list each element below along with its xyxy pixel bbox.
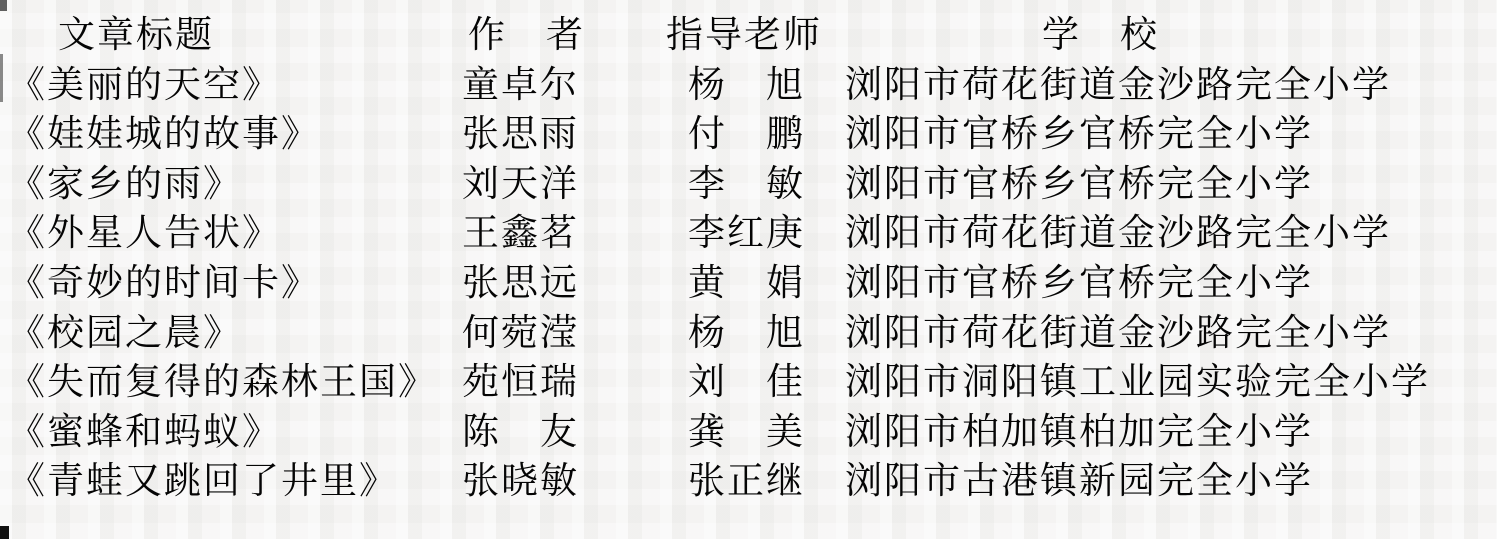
- author-name: 陈 友: [462, 409, 579, 453]
- article-title: 《娃娃城的故事》: [8, 112, 320, 156]
- table-row: [0, 60, 1497, 110]
- teacher-name: 刘 佳: [688, 360, 805, 404]
- school-name: 浏阳市荷花街道金沙路完全小学: [845, 62, 1391, 106]
- table-row: [0, 308, 1497, 358]
- table-header-row: [0, 10, 1497, 60]
- header-author: 作 者: [468, 13, 585, 56]
- author-name: 王鑫茗: [462, 211, 579, 255]
- table-row: [0, 208, 1497, 258]
- article-title: 《奇妙的时间卡》: [8, 260, 320, 304]
- header-teacher: 指导老师: [666, 13, 822, 56]
- teacher-name: 龚 美: [688, 409, 805, 453]
- author-name: 张思雨: [462, 112, 579, 156]
- school-name: 浏阳市官桥乡官桥完全小学: [845, 112, 1313, 156]
- article-title: 《美丽的天空》: [8, 62, 281, 106]
- name-list-table: [0, 10, 1497, 506]
- article-title: 《失而复得的森林王国》: [8, 360, 437, 404]
- scan-artifact: [0, 54, 3, 102]
- school-name: 浏阳市洞阳镇工业园实验完全小学: [845, 360, 1430, 404]
- header-article-title: 文章标题: [58, 13, 214, 56]
- teacher-name: 黄 娟: [688, 260, 805, 304]
- article-title: 《外星人告状》: [8, 211, 281, 255]
- scan-artifact: [0, 0, 7, 11]
- article-title: 《青蛙又跳回了井里》: [8, 459, 398, 503]
- article-title: 《蜜蜂和蚂蚁》: [8, 409, 281, 453]
- school-name: 浏阳市荷花街道金沙路完全小学: [845, 211, 1391, 255]
- school-name: 浏阳市荷花街道金沙路完全小学: [845, 310, 1391, 354]
- school-name: 浏阳市古港镇新园完全小学: [845, 459, 1313, 503]
- table-row: [0, 456, 1497, 506]
- author-name: 苑恒瑞: [462, 360, 579, 404]
- author-name: 刘天洋: [462, 161, 579, 205]
- teacher-name: 杨 旭: [688, 310, 805, 354]
- table-row: [0, 407, 1497, 457]
- table-row: [0, 357, 1497, 407]
- author-name: 张思远: [462, 260, 579, 304]
- header-school: 学 校: [1042, 13, 1159, 56]
- author-name: 何菀滢: [462, 310, 579, 354]
- teacher-name: 杨 旭: [688, 62, 805, 106]
- article-title: 《校园之晨》: [8, 310, 242, 354]
- teacher-name: 李红庚: [688, 211, 805, 255]
- article-title: 《家乡的雨》: [8, 161, 242, 205]
- table-row: [0, 159, 1497, 209]
- author-name: 童卓尔: [462, 62, 579, 106]
- table-row: [0, 258, 1497, 308]
- table-row: [0, 109, 1497, 159]
- teacher-name: 李 敏: [688, 161, 805, 205]
- school-name: 浏阳市官桥乡官桥完全小学: [845, 260, 1313, 304]
- scan-artifact: [0, 526, 9, 539]
- teacher-name: 张正继: [688, 459, 805, 503]
- school-name: 浏阳市柏加镇柏加完全小学: [845, 409, 1313, 453]
- teacher-name: 付 鹏: [688, 112, 805, 156]
- author-name: 张晓敏: [462, 459, 579, 503]
- school-name: 浏阳市官桥乡官桥完全小学: [845, 161, 1313, 205]
